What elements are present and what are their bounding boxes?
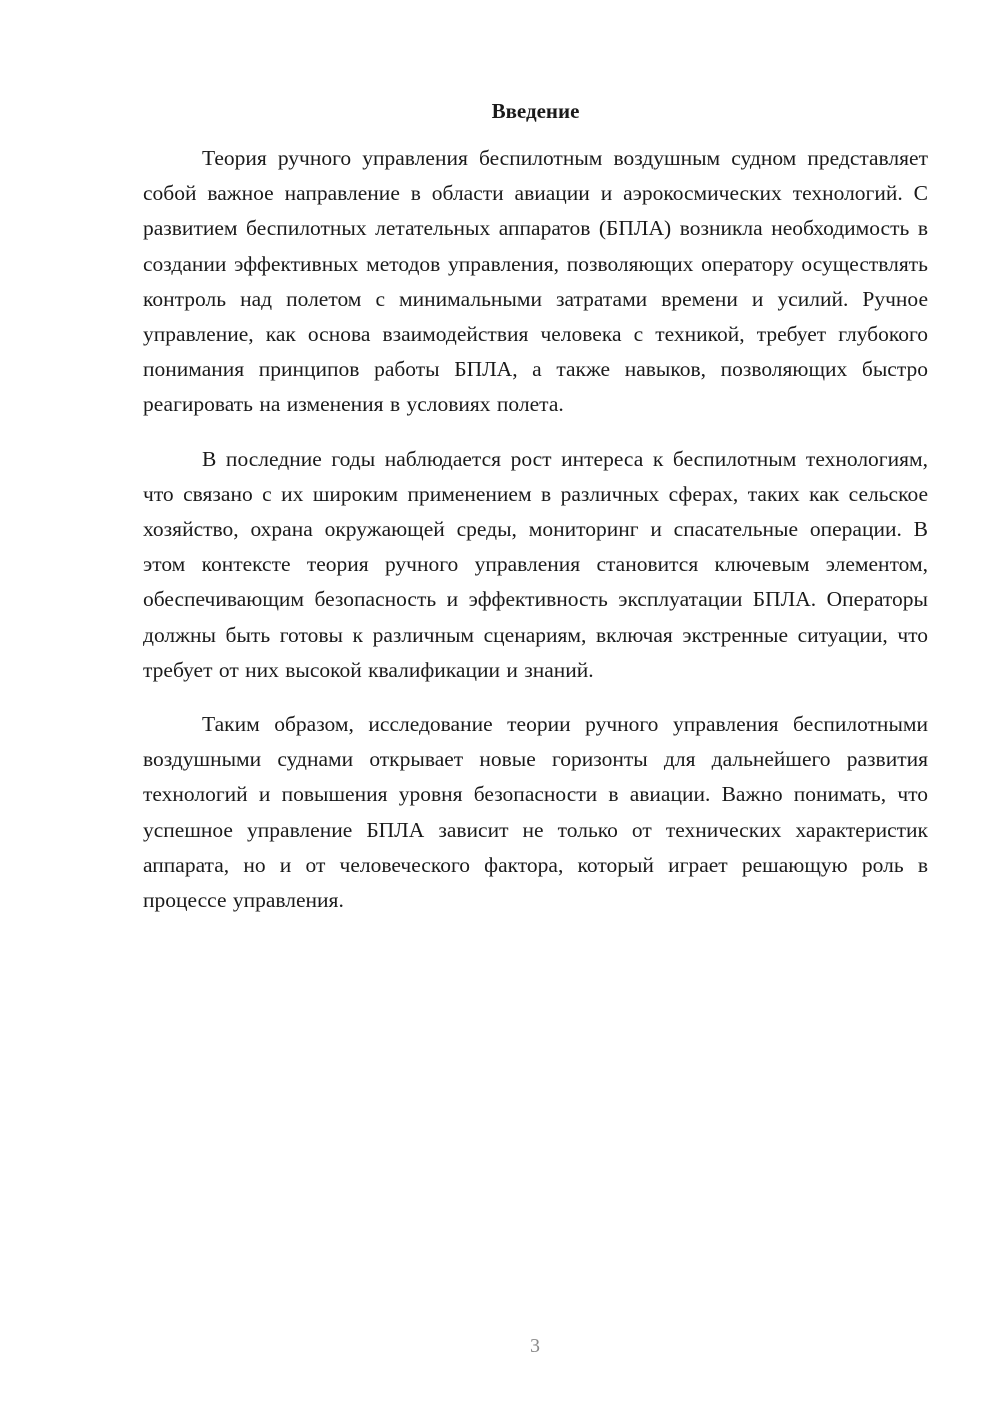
page-title: Введение xyxy=(491,99,580,123)
paragraph-3: Таким образом, исследование теории ручного управления беспилотными воздушными суднами открывает новые горизонты для дальнейшего развития технологий и повышения уровня безопасности в авиации. Важно понимать, что успешное управление БПЛА зависит не только от технических характеристик аппарата, но и от человеческого фактора, который играет решающую роль в процессе управления. xyxy=(143,712,928,913)
page-number: 3 xyxy=(530,1335,540,1357)
document-body xyxy=(143,141,928,937)
paragraph-1: Теория ручного управления беспилотным воздушным судном представляет собой важное направление в области авиации и аэрокосмических технологий. С развитием беспилотных летательных аппаратов (БПЛА) возникла необходимость в создании эффективных методов управления, позволяющих оператору осуществлять контроль над полетом с минимальными затратами времени и усилий. Ручное управление, как основа взаимодействия человека с техникой, требует глубокого понимания принципов работы БПЛА, а также навыков, позволяющих быстро реагировать на изменения в условиях полета. xyxy=(143,146,928,417)
paragraph-2: В последние годы наблюдается рост интереса к беспилотным технологиям, что связано с их широким применением в различных сферах, таких как сельское хозяйство, охрана окружающей среды, мониторинг и спасательные операции. В этом контексте теория ручного управления становится ключевым элементом, обеспечивающим безопасность и эффективность эксплуатации БПЛА. Операторы должны быть готовы к различным сценариям, включая экстренные ситуации, что требует от них высокой квалификации и знаний. xyxy=(143,446,928,682)
